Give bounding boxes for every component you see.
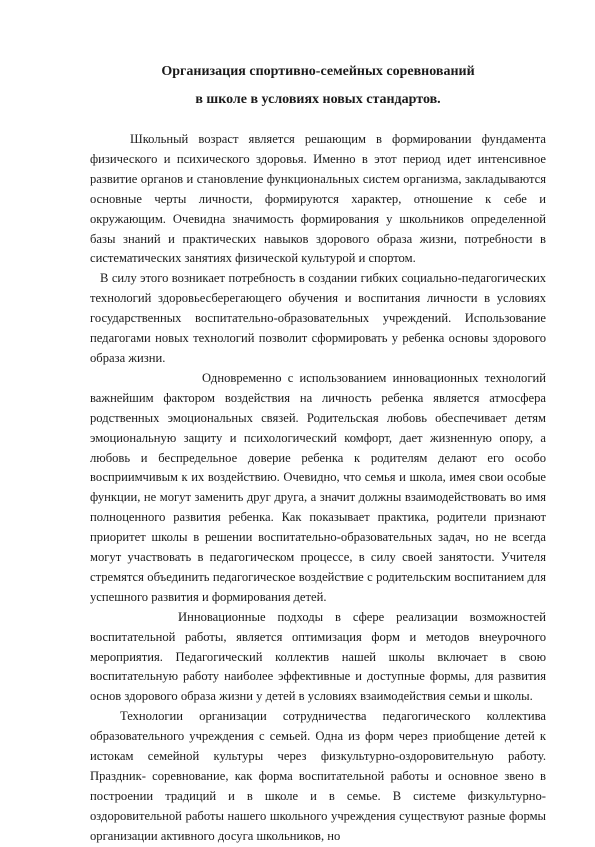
paragraph-1: Школьный возраст является решающим в формировании фундамента физического и психического здоровья. Именно в этот период идет интенсивное развитие органов и становление функциональных систем организма, закладываются основные черты личности, формируются характер, отношение к себе и окружающим. Очевидна значимость формирования у школьников определенной базы знаний и практических навыков здорового образа жизни, потребности в систематических занятиях физической культурой и спортом.: [90, 132, 546, 266]
title-line-1: Организация спортивно-семейных соревнований: [161, 64, 475, 79]
paragraph-2: В силу этого возникает потребность в создании гибких социально-педагогических технологий здоровьесберегающего обучения и воспитания личности в условиях государственных воспитательно-образовательных учреждений. Использование педагогами новых технологий позволит сформировать у ребенка основы здорового образа жизни.: [90, 271, 546, 365]
document-title: [90, 58, 546, 114]
paragraph-4: Инновационные подходы в сфере реализации возможностей воспитательной работы, является оптимизация форм и методов внеурочного мероприятия. Педагогический коллектив нашей школы включает в свою воспитательную работу наиболее эффективные и доступные формы, для развития основ здорового образа жизни у детей в условиях взаимодействия семьи и школы.: [90, 609, 546, 704]
title-line-2: в школе в условиях новых стандартов.: [195, 92, 441, 107]
document-body: [90, 130, 546, 847]
paragraph-3: Одновременно с использованием инновационных технологий важнейшим фактором воздействия на личность ребенка является атмосфера родственных эмоциональных связей. Родительская любовь обеспечивает детям эмоциональную защиту и психологический комфорт, дает жизненную опору, а любовь и беспредельное доверие ребенка к родителям делают его особо восприимчивым к их воздействию. Очевидно, что семья и школа, имея свои особые функции, не могут заменить друг друга, а значит должны взаимодействовать во имя полноценного развития ребенка. Как показывает практика, родители признают приоритет школы в решении воспитательно-образовательных задач, но не всегда могут участвовать в педагогическом процессе, в силу своей занятости. Учителя стремятся объединить педагогическое воздействие с родительским воспитанием для успешного развития и формирования детей.: [90, 370, 546, 604]
paragraph-5: Технологии организации сотрудничества педагогического коллектива образовательного учреждения с семьей. Одна из форм через приобщение детей к истокам семейной культуры через физкультурно-оздоровительную работу. Праздник- соревнование, как форма воспитательной работы и основное звено в построении традиций и в школе и в семье. В системе физкультурно-оздоровительной работы нашего школьного учреждения существуют разные формы организации активного досуга школьников, но: [90, 709, 546, 843]
